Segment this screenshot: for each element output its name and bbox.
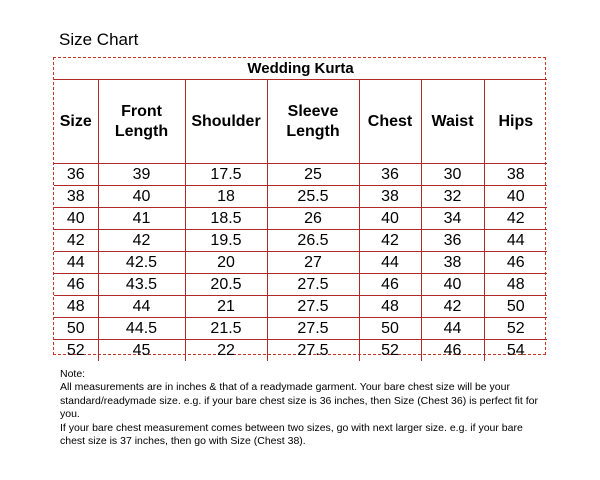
header-front-length: [98, 80, 185, 164]
note-heading: Note:: [60, 368, 86, 380]
cell-chest: 42: [359, 230, 421, 252]
table-caption: Wedding Kurta: [54, 58, 547, 80]
cell-shoulder: 18.5: [185, 208, 267, 230]
cell-waist: 44: [421, 318, 484, 340]
cell-chest: 48: [359, 296, 421, 318]
cell-waist: 34: [421, 208, 484, 230]
cell-shoulder: 20.5: [185, 274, 267, 296]
cell-shoulder: 18: [185, 186, 267, 208]
table-row: [54, 230, 547, 252]
cell-sleeve-length: 27.5: [267, 318, 359, 340]
table-header-row: [54, 80, 547, 164]
cell-size: 38: [54, 186, 98, 208]
cell-sleeve-length: 27: [267, 252, 359, 274]
table-caption-row: [54, 58, 547, 80]
table-row: [54, 274, 547, 296]
table-row: [54, 164, 547, 186]
cell-front-length: 40: [98, 186, 185, 208]
page-title: Size Chart: [59, 30, 139, 49]
note-line-1: All measurements are in inches & that of a readymade garment. Your bare chest size will be your standard/readymade size. e.g. if your bare chest size is 36 inches, then Size (Chest 36) is perfect fit for you.: [60, 381, 538, 421]
cell-sleeve-length: 26: [267, 208, 359, 230]
header-hips: Hips: [484, 80, 547, 164]
cell-waist: 30: [421, 164, 484, 186]
cell-sleeve-length: 27.5: [267, 296, 359, 318]
cell-size: 42: [54, 230, 98, 252]
cell-hips: 38: [484, 164, 547, 186]
cell-size: 52: [54, 340, 98, 362]
cell-hips: 42: [484, 208, 547, 230]
header-size: Size: [54, 80, 98, 164]
cell-size: 40: [54, 208, 98, 230]
cell-hips: 44: [484, 230, 547, 252]
cell-size: 44: [54, 252, 98, 274]
table-row: [54, 208, 547, 230]
cell-sleeve-length: 27.5: [267, 274, 359, 296]
cell-shoulder: 21: [185, 296, 267, 318]
cell-chest: 44: [359, 252, 421, 274]
header-chest: Chest: [359, 80, 421, 164]
cell-front-length: 41: [98, 208, 185, 230]
cell-sleeve-length: 26.5: [267, 230, 359, 252]
header-sleeve-length: [267, 80, 359, 164]
header-shoulder: Shoulder: [185, 80, 267, 164]
table-row: [54, 318, 547, 340]
cell-hips: 48: [484, 274, 547, 296]
cell-shoulder: 20: [185, 252, 267, 274]
cell-front-length: 44.5: [98, 318, 185, 340]
cell-sleeve-length: 27.5: [267, 340, 359, 362]
cell-sleeve-length: 25.5: [267, 186, 359, 208]
cell-waist: 32: [421, 186, 484, 208]
cell-chest: 38: [359, 186, 421, 208]
cell-chest: 52: [359, 340, 421, 362]
cell-front-length: 44: [98, 296, 185, 318]
cell-shoulder: 17.5: [185, 164, 267, 186]
cell-size: 50: [54, 318, 98, 340]
cell-chest: 36: [359, 164, 421, 186]
table-row: [54, 186, 547, 208]
cell-front-length: 42: [98, 230, 185, 252]
cell-chest: 50: [359, 318, 421, 340]
cell-hips: 40: [484, 186, 547, 208]
cell-hips: 46: [484, 252, 547, 274]
cell-chest: 40: [359, 208, 421, 230]
cell-shoulder: 19.5: [185, 230, 267, 252]
header-waist: Waist: [421, 80, 484, 164]
cell-waist: 38: [421, 252, 484, 274]
cell-size: 36: [54, 164, 98, 186]
cell-waist: 40: [421, 274, 484, 296]
cell-front-length: 43.5: [98, 274, 185, 296]
cell-size: 46: [54, 274, 98, 296]
cell-front-length: 45: [98, 340, 185, 362]
note: [60, 368, 550, 448]
cell-hips: 52: [484, 318, 547, 340]
size-chart: [53, 57, 546, 359]
cell-waist: 36: [421, 230, 484, 252]
header-sleeve-length-label: Sleeve Length: [286, 102, 340, 140]
note-line-2: If your bare chest measurement comes between two sizes, go with next larger size. e.g. if your bare chest size is 37 inches, then go with Size (Chest 38).: [60, 421, 523, 448]
cell-front-length: 42.5: [98, 252, 185, 274]
table-row: [54, 252, 547, 274]
cell-size: 48: [54, 296, 98, 318]
cell-waist: 42: [421, 296, 484, 318]
cell-hips: 50: [484, 296, 547, 318]
header-front-length-label: Front Length: [114, 102, 169, 140]
cell-chest: 46: [359, 274, 421, 296]
cell-front-length: 39: [98, 164, 185, 186]
cell-shoulder: 22: [185, 340, 267, 362]
cell-sleeve-length: 25: [267, 164, 359, 186]
size-table: [54, 58, 547, 361]
table-row: [54, 296, 547, 318]
table-row: [54, 340, 547, 362]
cell-shoulder: 21.5: [185, 318, 267, 340]
cell-waist: 46: [421, 340, 484, 362]
cell-hips: 54: [484, 340, 547, 362]
table-body: [54, 164, 547, 362]
